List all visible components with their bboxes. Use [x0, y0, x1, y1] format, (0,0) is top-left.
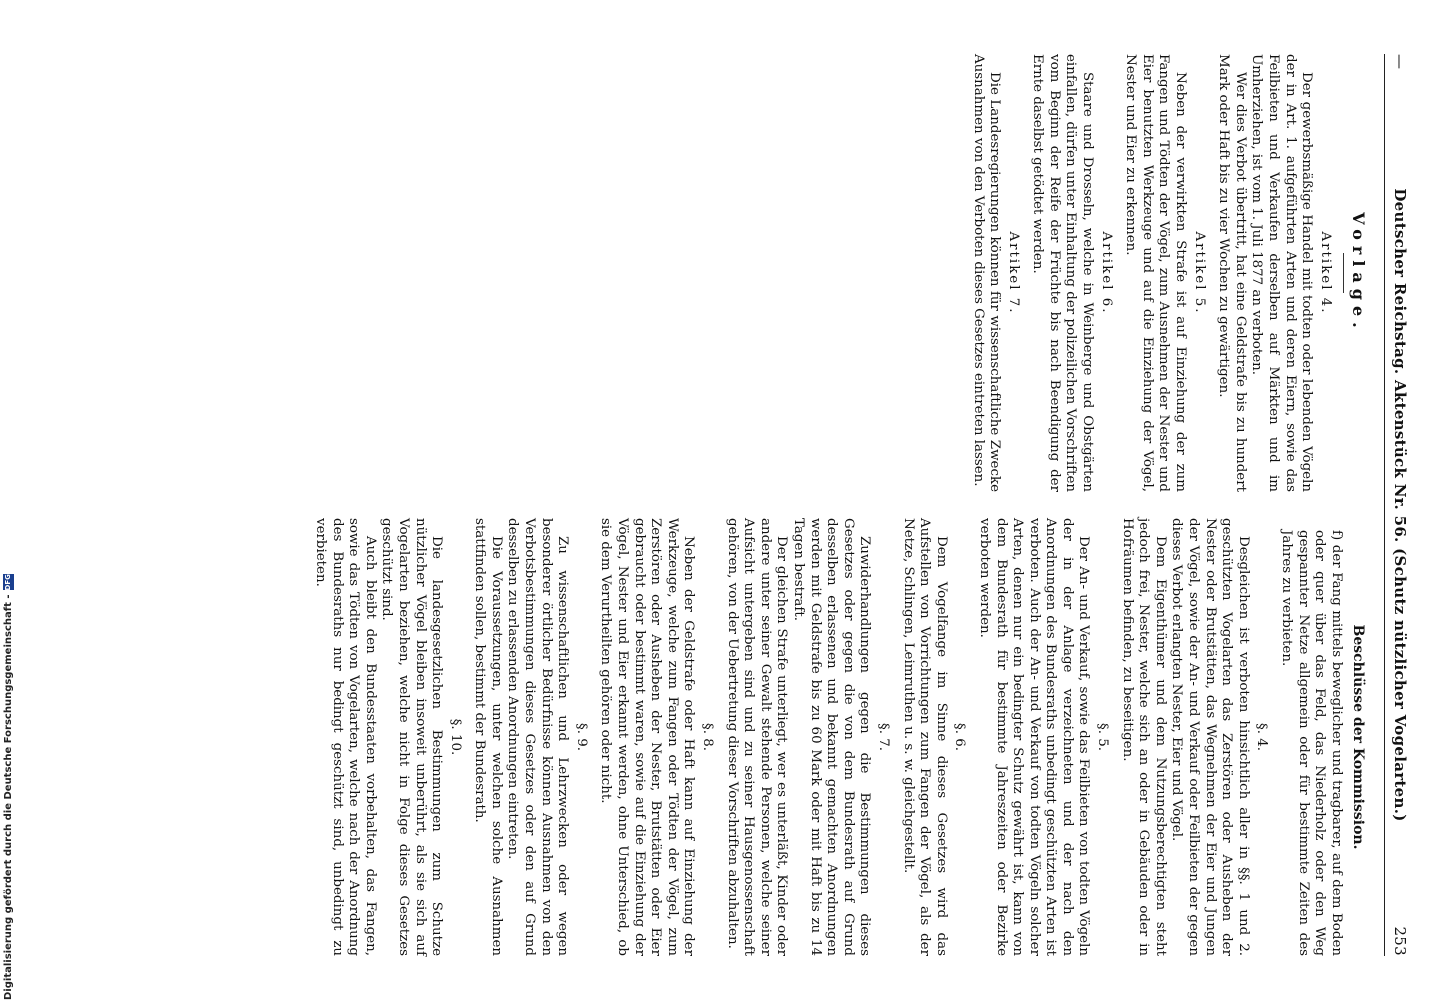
paragraph: Zuwiderhandlungen gegen die Bestimmungen dieses Gesetzes oder gegen die von dem Bundesrath auf Grund desselben erlassenen und bekannt gemachten Anordnungen werden mit Geldstrafe bis zu 60 Mark oder mit Haft bis zu 14 Tagen bestraft.	[791, 518, 873, 956]
paragraph: Dem Eigenthümer und dem Nutzungsberechtigten steht jedoch frei, Nester, welche sich an oder in Gebäuden oder in Hofräumen befinden, zu beseitigen.	[1119, 518, 1168, 956]
section-heading: §. 4.	[1254, 723, 1270, 751]
article-heading: Artikel 6.	[1098, 231, 1114, 315]
dfg-logo-icon: DFG	[4, 574, 12, 591]
article-heading: Artikel 5.	[1191, 231, 1207, 315]
paragraph: Neben der verwirkten Strafe ist auf Einziehung der zum Fangen und Tödten der Vögel, zum Ausnehmen der Nester und Eier benutzten Werkzeuge und auf die Einziehung der Vögel, Nester und Eier zu erkennen.	[1123, 54, 1189, 492]
paragraph: Wer dies Verbot übertritt, hat eine Geldstrafe bis zu hundert Mark oder Haft bis zu vier Wochen zu gewärtigen.	[1216, 54, 1248, 492]
section-heading: §. 9.	[573, 723, 589, 751]
section-heading: §. 8.	[700, 723, 716, 751]
page-number: 253	[1391, 926, 1409, 956]
paragraph: Zu wissenschaftlichen und Lehrzwecken oder wegen besonderer örtlicher Bedürfnisse können Ausnahmen von den Verbotsbestimmungen dieses Gesetzes oder den auf Grund desselben zu erlassenden Anordnungen eintreten.	[505, 518, 571, 956]
footer-text: Digitalisierung gefördert durch die Deutsche Forschungsgemeinschaft -	[2, 594, 14, 1000]
paragraph: Die Landesregierungen können für wissenschaftliche Zwecke Ausnahmen von den Verboten dieses Gesetzes eintreten lassen.	[970, 54, 1003, 492]
paragraph: Der An- und Verkauf, sowie das Feilbieten von todten Vögeln der in der Anlage verzeichneten und der nach den Anordnungen des Bundesraths unbedingt geschützten Arten ist verboten. Auch der An- und Verkauf von todten Vögeln solcher Arten, denen nur ein bedingter Schutz gewährt ist, kann von dem Bundesrath für bestimmte Jahreszeiten oder Bezirke verboten werden.	[976, 518, 1092, 956]
page-header	[1384, 54, 1408, 956]
section-heading: §. 7.	[875, 723, 891, 751]
header-mark: —	[1391, 54, 1409, 70]
header-title: Deutscher Reichstag. Aktenstück Nr. 56. (Schutz nützlicher Vogelarten.)	[1391, 188, 1409, 822]
section-heading: §. 10.	[447, 718, 463, 756]
paragraph: Die landesgesetzlichen Bestimmungen zum Schutze nützlicher Vögel bleiben insoweit unberührt, als sie sich auf Vogelarten beziehen, welche nicht in Folge dieses Gesetzes geschützt sind.	[379, 518, 445, 956]
paragraph: Die Voraussetzungen, unter welchen solche Ausnahmen stattfinden sollen, bestimmt der Bundesrath.	[472, 518, 504, 956]
right-column	[311, 518, 1368, 956]
heading-rule	[1343, 253, 1344, 293]
right-column-heading: Beschlüsse der Kommission.	[1350, 624, 1367, 850]
list-item: f) der Fang mittels beweglicher und tragbarer, auf dem Boden oder quer über das Feld, das Niederholz oder den Weg gespannter Netze allgemein oder für bestimmte Zeiten des Jahres zu verbieten.	[1279, 530, 1344, 956]
paragraph: Der gleichen Strafe unterliegt, wer es unterläßt, Kinder oder andere unter seiner Gewalt stehende Personen, welche seiner Aufsicht untergeben sind und zu seiner Hausgenossenschaft gehören, von der Uebertretung dieser Vorschriften abzuhalten.	[724, 518, 790, 956]
paragraph: Der gewerbsmäßige Handel mit todten oder lebenden Vögeln der in Art. 1. aufgeführten Arten und deren Eiern, sowie das Feilbieten und Verkaufen derselben auf Märkten und im Umherziehen, ist vom 1. Juli 1877 an verboten.	[1249, 54, 1315, 492]
article-heading: Artikel 4.	[1317, 231, 1333, 315]
left-column-heading: Vorlage.	[1349, 212, 1369, 334]
paragraph: Auch bleibt den Bundesstaaten vorbehalten, das Fangen, sowie das Tödten von Vogelarten, welche nach der Anordnung des Bundesraths nur bedingt geschützt sind, unbedingt zu verbieten.	[312, 518, 378, 956]
digitization-footer	[0, 574, 16, 1000]
paragraph: Staare und Drosseln, welche in Weinberge und Obstgärten einfallen, dürfen unter Einhaltung der polizeilichen Vorschriften vom Beginn der Reife der Früchte bis nach Beendigung der Ernte daselbst getödtet werden.	[1030, 54, 1096, 492]
section-heading: §. 6.	[952, 723, 968, 751]
section-heading: §. 5.	[1095, 723, 1111, 751]
columns	[311, 54, 1368, 956]
left-column	[311, 54, 1368, 492]
article-heading: Artikel 7.	[1005, 231, 1021, 315]
paragraph: Neben der Geldstrafe oder Haft kann auf Einziehung der Werkzeuge, welche zum Fangen oder Tödten der Vögel, zum Zerstören oder Ausheben der Nester, Brutstätten oder Eier gebraucht oder bestimmt waren, sowie auf die Einziehung der Vögel, Nester und Eier erkannt werden, ohne Unterschied, ob sie dem Verurtheilten gehören oder nicht.	[598, 518, 697, 956]
paragraph: Desgleichen ist verboten hinsichtlich aller in §§. 1 und 2. geschützten Vogelarten das Zerstören oder Ausheben der Nester oder Brutstätten, das Wegnehmen der Eier und Jungen der Vögel, sowie der An- und Verkauf oder Feilbieten der gegen dieses Verbot erlangten Nester, Eier und Vögel.	[1169, 518, 1251, 956]
paragraph: Dem Vogelfange im Sinne dieses Gesetzes wird das Aufstellen von Vorrichtungen zum Fangen der Vögel, als der Netze, Schlingen, Leimruthen u. s. w. gleichgestellt.	[900, 518, 949, 956]
